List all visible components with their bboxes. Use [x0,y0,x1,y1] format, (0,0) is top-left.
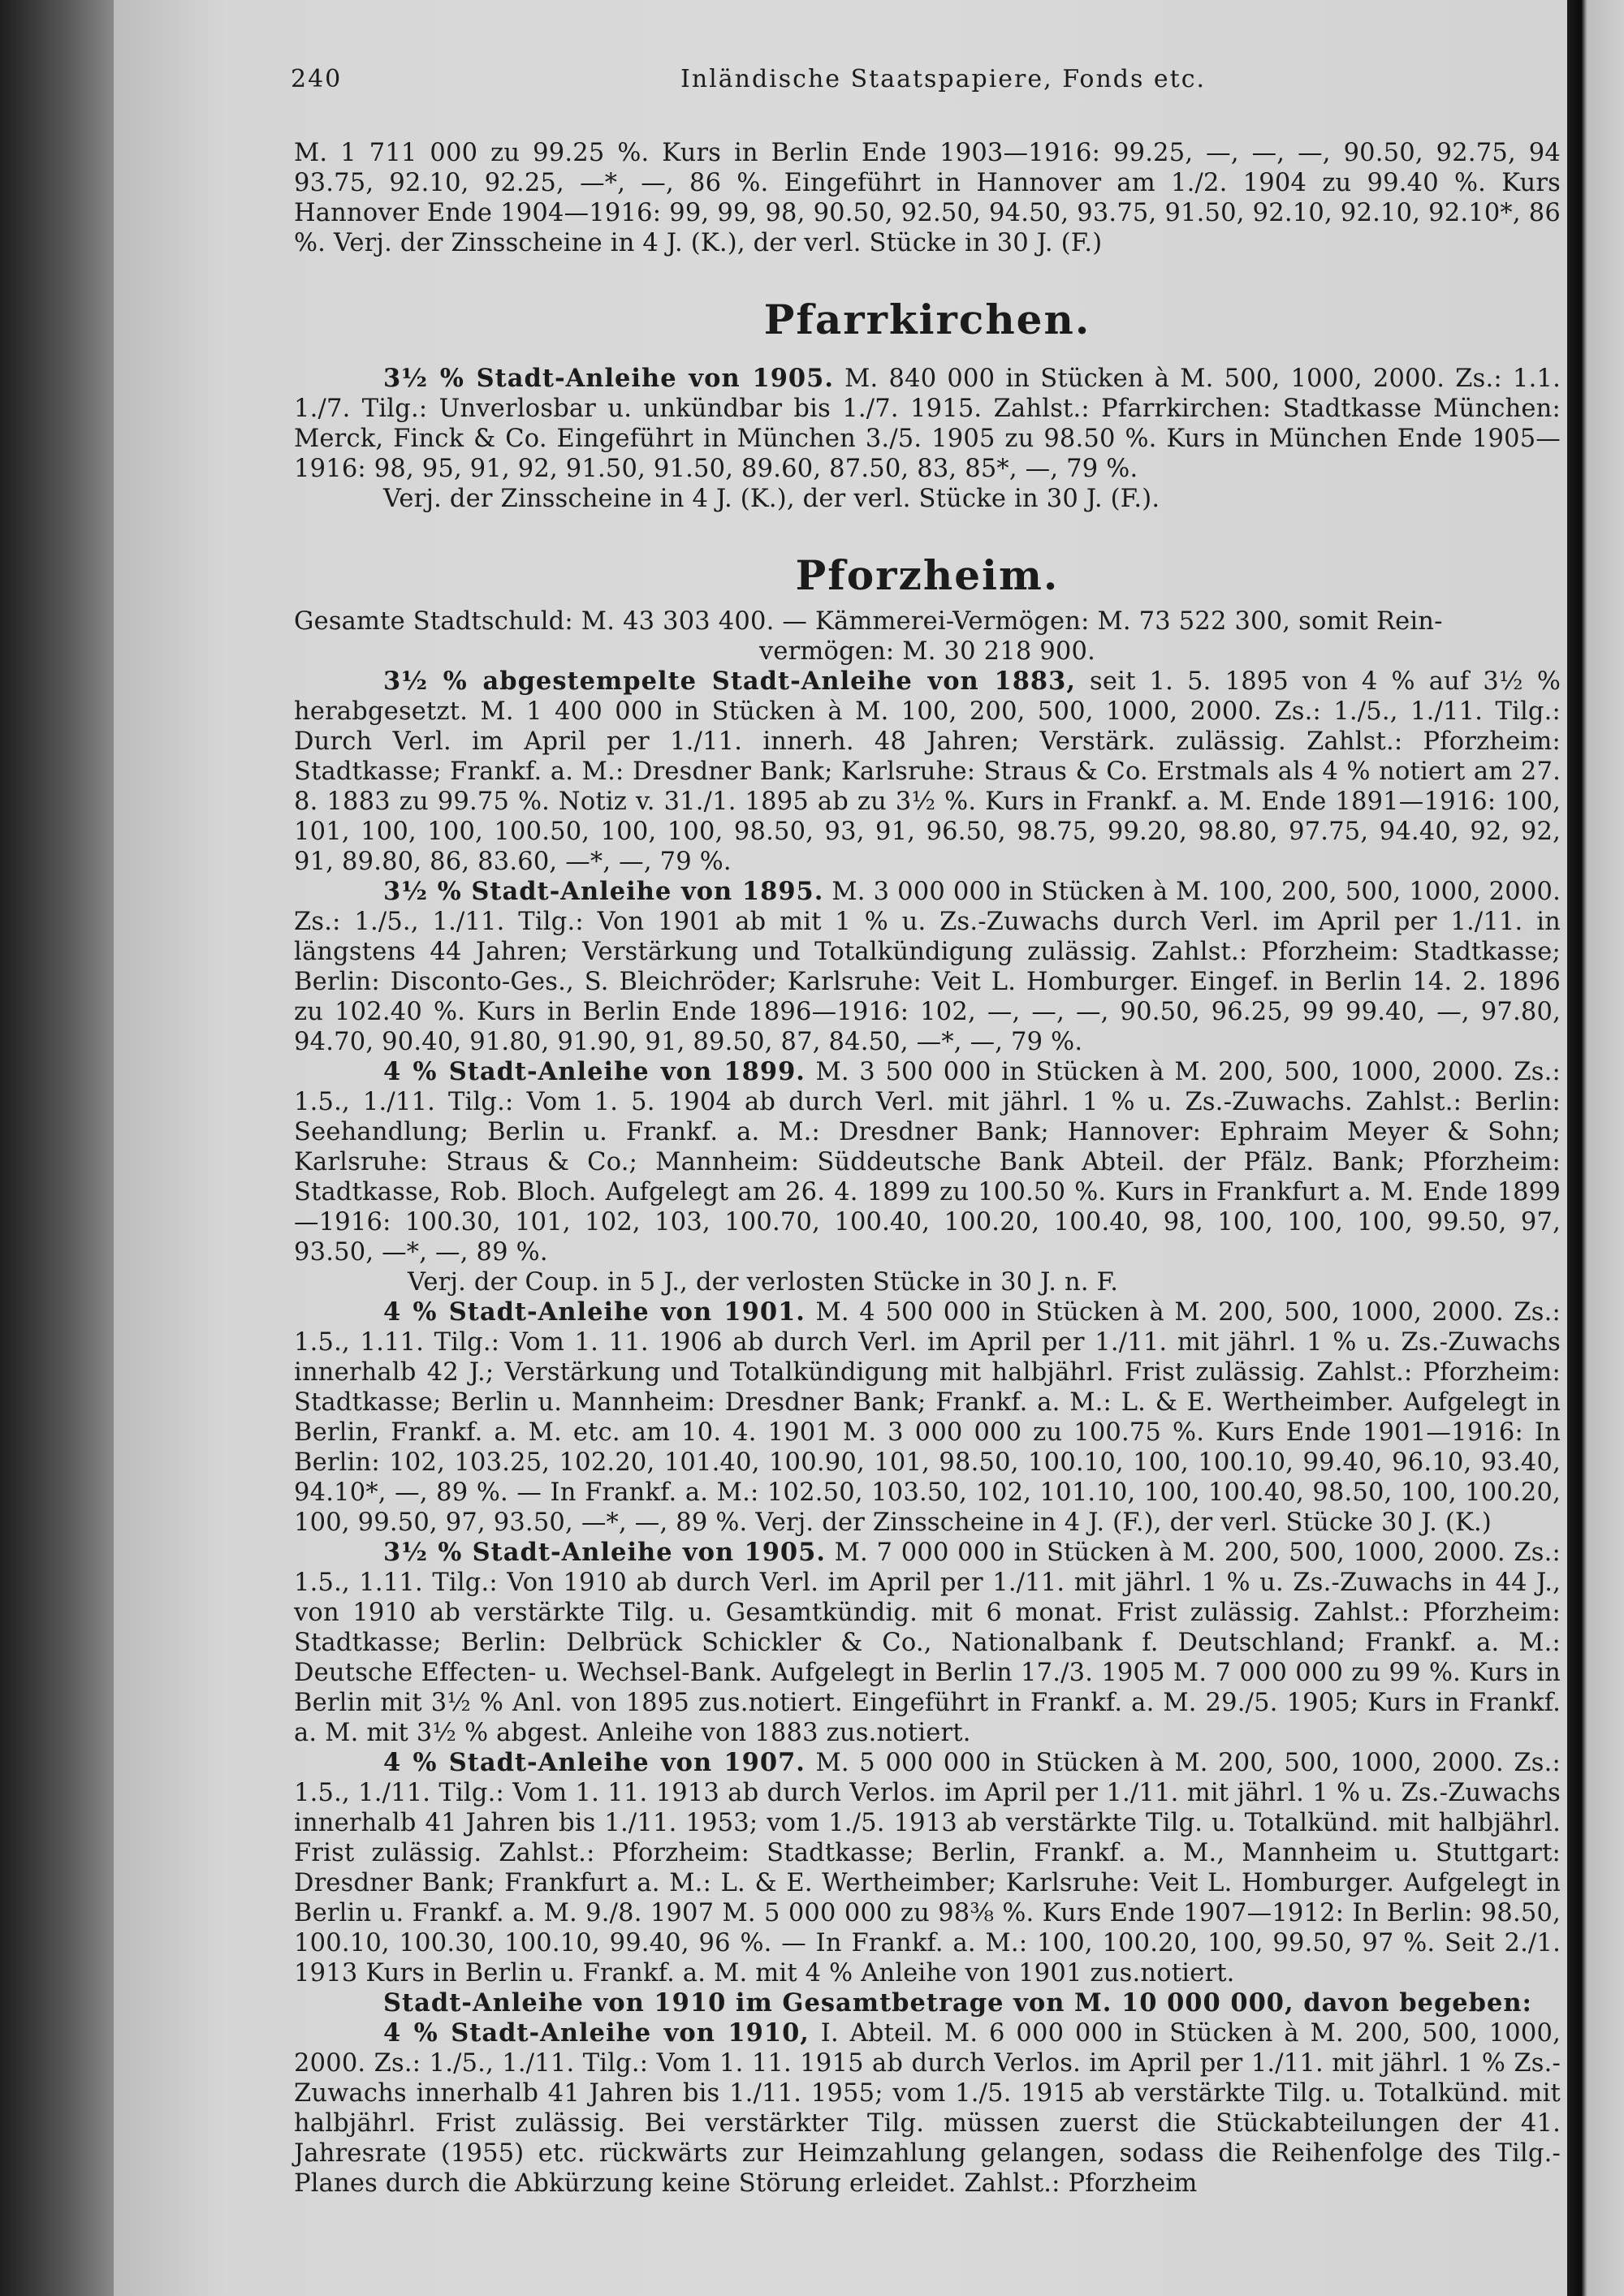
loan-entry [294,1057,1561,1267]
loan-title: 3½ % Stadt-Anleihe von 1905. [383,364,834,393]
adjacent-page-edge [1567,0,1624,2296]
book-spine-shadow [0,0,114,2296]
loan-text: M. 7 000 000 in Stücken à M. 200, 500, 1000, 2000. Zs.: 1.5., 1.11. Tilg.: Von 1910 ab durch Verl. im April per 1./11. mit jährl. 1 % u. Zs.-Zuwachs in 44 J., von 1910 ab verstärkte Tilg. u. Gesamtkündig. mit 6 monat. Frist zulässig. Zahlst.: Pforzheim: Stadtkasse; Berlin: Delbrück Schickler & Co., Nationalbank f. Deutschland; Frankf. a. M.: Deutsche Effecten- u. Wechsel-Bank. Aufgelegt in Berlin 17./3. 1905 M. 7 000 000 zu 99 %. Kurs in Berlin mit 3½ % Anl. von 1895 zus.notiert. Eingeführt in Frankf. a. M. 29./5. 1905; Kurs in Frankf. a. M. mit 3½ % abgest. Anleihe von 1883 zus.notiert. [294,1539,1561,1747]
loan-text: M. 3 500 000 in Stücken à M. 200, 500, 1000, 2000. Zs.: 1.5., 1./11. Tilg.: Vom 1. 5. 1904 ab durch Verl. mit jährl. 1 % u. Zs.-Zuwachs. Zahlst.: Berlin: Seehandlung; Berlin u. Frankf. a. M.: Dresdner Bank; Hannover: Ephraim Meyer & Sohn; Karlsruhe: Straus & Co.; Mannheim: Süddeutsche Bank Abteil. der Pfälz. Bank; Pforzheim: Stadtkasse, Rob. Bloch. Aufgelegt am 26. 4. 1899 zu 100.50 %. Kurs in Frankfurt a. M. Ende 1899—1916: 100.30, 101, 102, 103, 100.70, 100.40, 100.20, 100.40, 98, 100, 100, 100, 99.50, 97, 93.50, —*, —, 89 %. [294,1058,1561,1267]
loan-entry [294,667,1561,877]
loan-entry [294,1748,1561,1988]
loan-title: 3½ % abgestempelte Stadt-Anleihe von 1883, [383,667,1076,696]
loan-text: M. 4 500 000 in Stücken à M. 200, 500, 1000, 2000. Zs.: 1.5., 1.11. Tilg.: Vom 1. 11. 1906 ab durch Verl. im April per 1./11. mit jährl. 1 % u. Zs.-Zuwachs innerhalb 42 J.; Verstärkung und Totalkündigung mit halbjährl. Frist zulässig. Zahlst.: Pforzheim: Stadtkasse; Berlin u. Mannheim: Dresdner Bank; Frankf. a. M.: L. & E. Wertheimber. Aufgelegt in Berlin, Frankf. a. M. etc. am 10. 4. 1901 M. 3 000 000 zu 100.75 %. Kurs Ende 1901—1916: In Berlin: 102, 103.25, 102.20, 101.40, 100.90, 101, 98.50, 100.10, 100, 100.10, 99.40, 96.10, 93.40, 94.10*, —, 89 %. — In Frankf. a. M.: 102.50, 103.50, 102, 101.10, 100, 100.40, 98.50, 100, 100.20, 100, 99.50, 97, 93.50, —*, —, 89 %. Verj. der Zinsscheine in 4 J. (F.), der verl. Stücke 30 J. (K.) [294,1298,1561,1537]
loan-entry [294,1538,1561,1748]
loan-entry [294,877,1561,1057]
loan-entry [294,364,1561,484]
loan-entry [294,2018,1561,2199]
verj-note: Verj. der Zinsscheine in 4 J. (K.), der verl. Stücke in 30 J. (F.). [383,485,1160,513]
loan-title: 3½ % Stadt-Anleihe von 1895. [383,877,824,906]
section-heading-pforzheim: Pforzheim. [795,551,1060,599]
page-number: 240 [291,65,343,93]
loan-1910-header-text: Stadt-Anleihe von 1910 im Gesamtbetrage von M. 10 000 000, davon begeben: [383,1988,1532,2018]
verj-note: Verj. der Coup. in 5 J., der verlosten Stücke in 30 J. n. F. [408,1268,1119,1297]
loan-title: 4 % Stadt-Anleihe von 1907. [383,1748,806,1777]
loan-text: I. Abteil. M. 6 000 000 in Stücken à M. 200, 500, 1000, 2000. Zs.: 1./5., 1./11. Tilg.: Vom 1. 11. 1915 ab durch Verlos. im April per 1./11. mit jährl. 1 % Zs.-Zuwachs innerhalb 41 Jahren bis 1./11. 1955; vom 1./5. 1915 ab verstärkte Tilg. u. Totalkünd. mit halbjährl. Frist zulässig. Bei verstärkter Tilg. müssen zuerst die Stückabteilungen der 41. Jahresrate (1955) etc. rückwärts zur Heimzahlung gelangen, sodass die Reihenfolge des Tilg.-Planes durch die Abkürzung keine Störung erleidet. Zahlst.: Pforzheim [294,2019,1561,2198]
intro-paragraph: M. 1 711 000 zu 99.25 %. Kurs in Berlin Ende 1903—1916: 99.25, —, —, —, 90.50, 92.75, 94 93.75, 92.10, 92.25, —*, —, 86 %. Eingeführt in Hannover am 1./2. 1904 zu 99.40 %. Kurs Hannover Ende 1904—1916: 99, 99, 98, 90.50, 92.50, 94.50, 93.75, 91.50, 92.10, 92.10, 92.10*, 86 %. Verj. der Zinsscheine in 4 J. (K.), der verl. Stücke in 30 J. (F.) [294,139,1561,257]
loan-title: 4 % Stadt-Anleihe von 1901. [383,1297,806,1327]
loan-title: 4 % Stadt-Anleihe von 1910, [383,2018,810,2048]
loan-text: M. 3 000 000 in Stücken à M. 100, 200, 500, 1000, 2000. Zs.: 1./5., 1./11. Tilg.: Von 1901 ab mit 1 % u. Zs.-Zuwachs durch Verl. im April per 1./11. in längstens 44 Jahren; Verstärkung und Totalkündigung zulässig. Zahlst.: Pforzheim: Stadtkasse; Berlin: Disconto-Ges., S. Bleichröder; Karlsruhe: Veit L. Homburger. Eingef. in Berlin 14. 2. 1896 zu 102.40 %. Kurs in Berlin Ende 1896—1916: 102, —, —, —, 90.50, 96.25, 99 99.40, —, 97.80, 94.70, 90.40, 91.80, 91.90, 91, 89.50, 87, 84.50, —*, —, 79 %. [294,878,1561,1056]
loan-title: 4 % Stadt-Anleihe von 1899. [383,1057,806,1086]
loan-text: seit 1. 5. 1895 von 4 % auf 3½ % herabgesetzt. M. 1 400 000 in Stücken à M. 100, 200, 500, 1000, 2000. Zs.: 1./5., 1./11. Tilg.: Durch Verl. im April per 1./11. innerh. 48 Jahren; Verstärk. zulässig. Zahlst.: Pforzheim: Stadtkasse; Frankf. a. M.: Dresdner Bank; Karlsruhe: Straus & Co. Erstmals als 4 % notiert am 27. 8. 1883 zu 99.75 %. Notiz v. 31./1. 1895 ab zu 3½ %. Kurs in Frankf. a. M. Ende 1891—1916: 100, 101, 100, 100, 100.50, 100, 100, 98.50, 93, 91, 96.50, 98.75, 99.20, 98.80, 97.75, 94.40, 92, 92, 91, 89.80, 86, 83.60, —*, —, 79 %. [294,667,1561,876]
section-heading-pfarrkirchen: Pfarrkirchen. [763,296,1091,343]
page-header [291,65,1557,97]
debt-summary: Gesamte Stadtschuld: M. 43 303 400. — Kämmerei-Vermögen: M. 73 522 300, somit Rein- [294,607,1443,636]
loan-title: 3½ % Stadt-Anleihe von 1905. [383,1538,826,1567]
running-title: Inländische Staatspapiere, Fonds etc. [680,65,1207,93]
page-body [294,138,1561,2199]
loan-entry [294,1297,1561,1538]
loan-text: M. 5 000 000 in Stücken à M. 200, 500, 1000, 2000. Zs.: 1.5., 1./11. Tilg.: Vom 1. 11. 1913 ab durch Verlos. im April per 1./11. mit jährl. 1 % u. Zs.-Zuwachs innerhalb 41 Jahren bis 1./11. 1953; vom 1./5. 1913 ab verstärkte Tilg. u. Totalkünd. mit halbjährl. Frist zulässig. Zahlst.: Pforzheim: Stadtkasse; Berlin, Frankf. a. M., Mannheim u. Stuttgart: Dresdner Bank; Frankfurt a. M.: L. & E. Wertheimber; Karlsruhe: Veit L. Homburger. Aufgelegt in Berlin u. Frankf. a. M. 9./8. 1907 M. 5 000 000 zu 98⅜ %. Kurs Ende 1907—1912: In Berlin: 98.50, 100.10, 100.30, 100.10, 99.40, 96 %. — In Frankf. a. M.: 100, 100.20, 100, 99.50, 97 %. Seit 2./1. 1913 Kurs in Berlin u. Frankf. a. M. mit 4 % Anleihe von 1901 zus.notiert. [294,1749,1561,1987]
loan-1910-header [294,1988,1561,2018]
debt-summary-cont: vermögen: M. 30 218 900. [758,637,1096,666]
loan-text: M. 840 000 in Stücken à M. 500, 1000, 2000. Zs.: 1.1. 1./7. Tilg.: Unverlosbar u. unkündbar bis 1./7. 1915. Zahlst.: Pfarrkirchen: Stadtkasse München: Merck, Finck & Co. Eingeführt in München 3./5. 1905 zu 98.50 %. Kurs in München Ende 1905—1916: 98, 95, 91, 92, 91.50, 91.50, 89.60, 87.50, 83, 85*, —, 79 %. [294,365,1561,483]
